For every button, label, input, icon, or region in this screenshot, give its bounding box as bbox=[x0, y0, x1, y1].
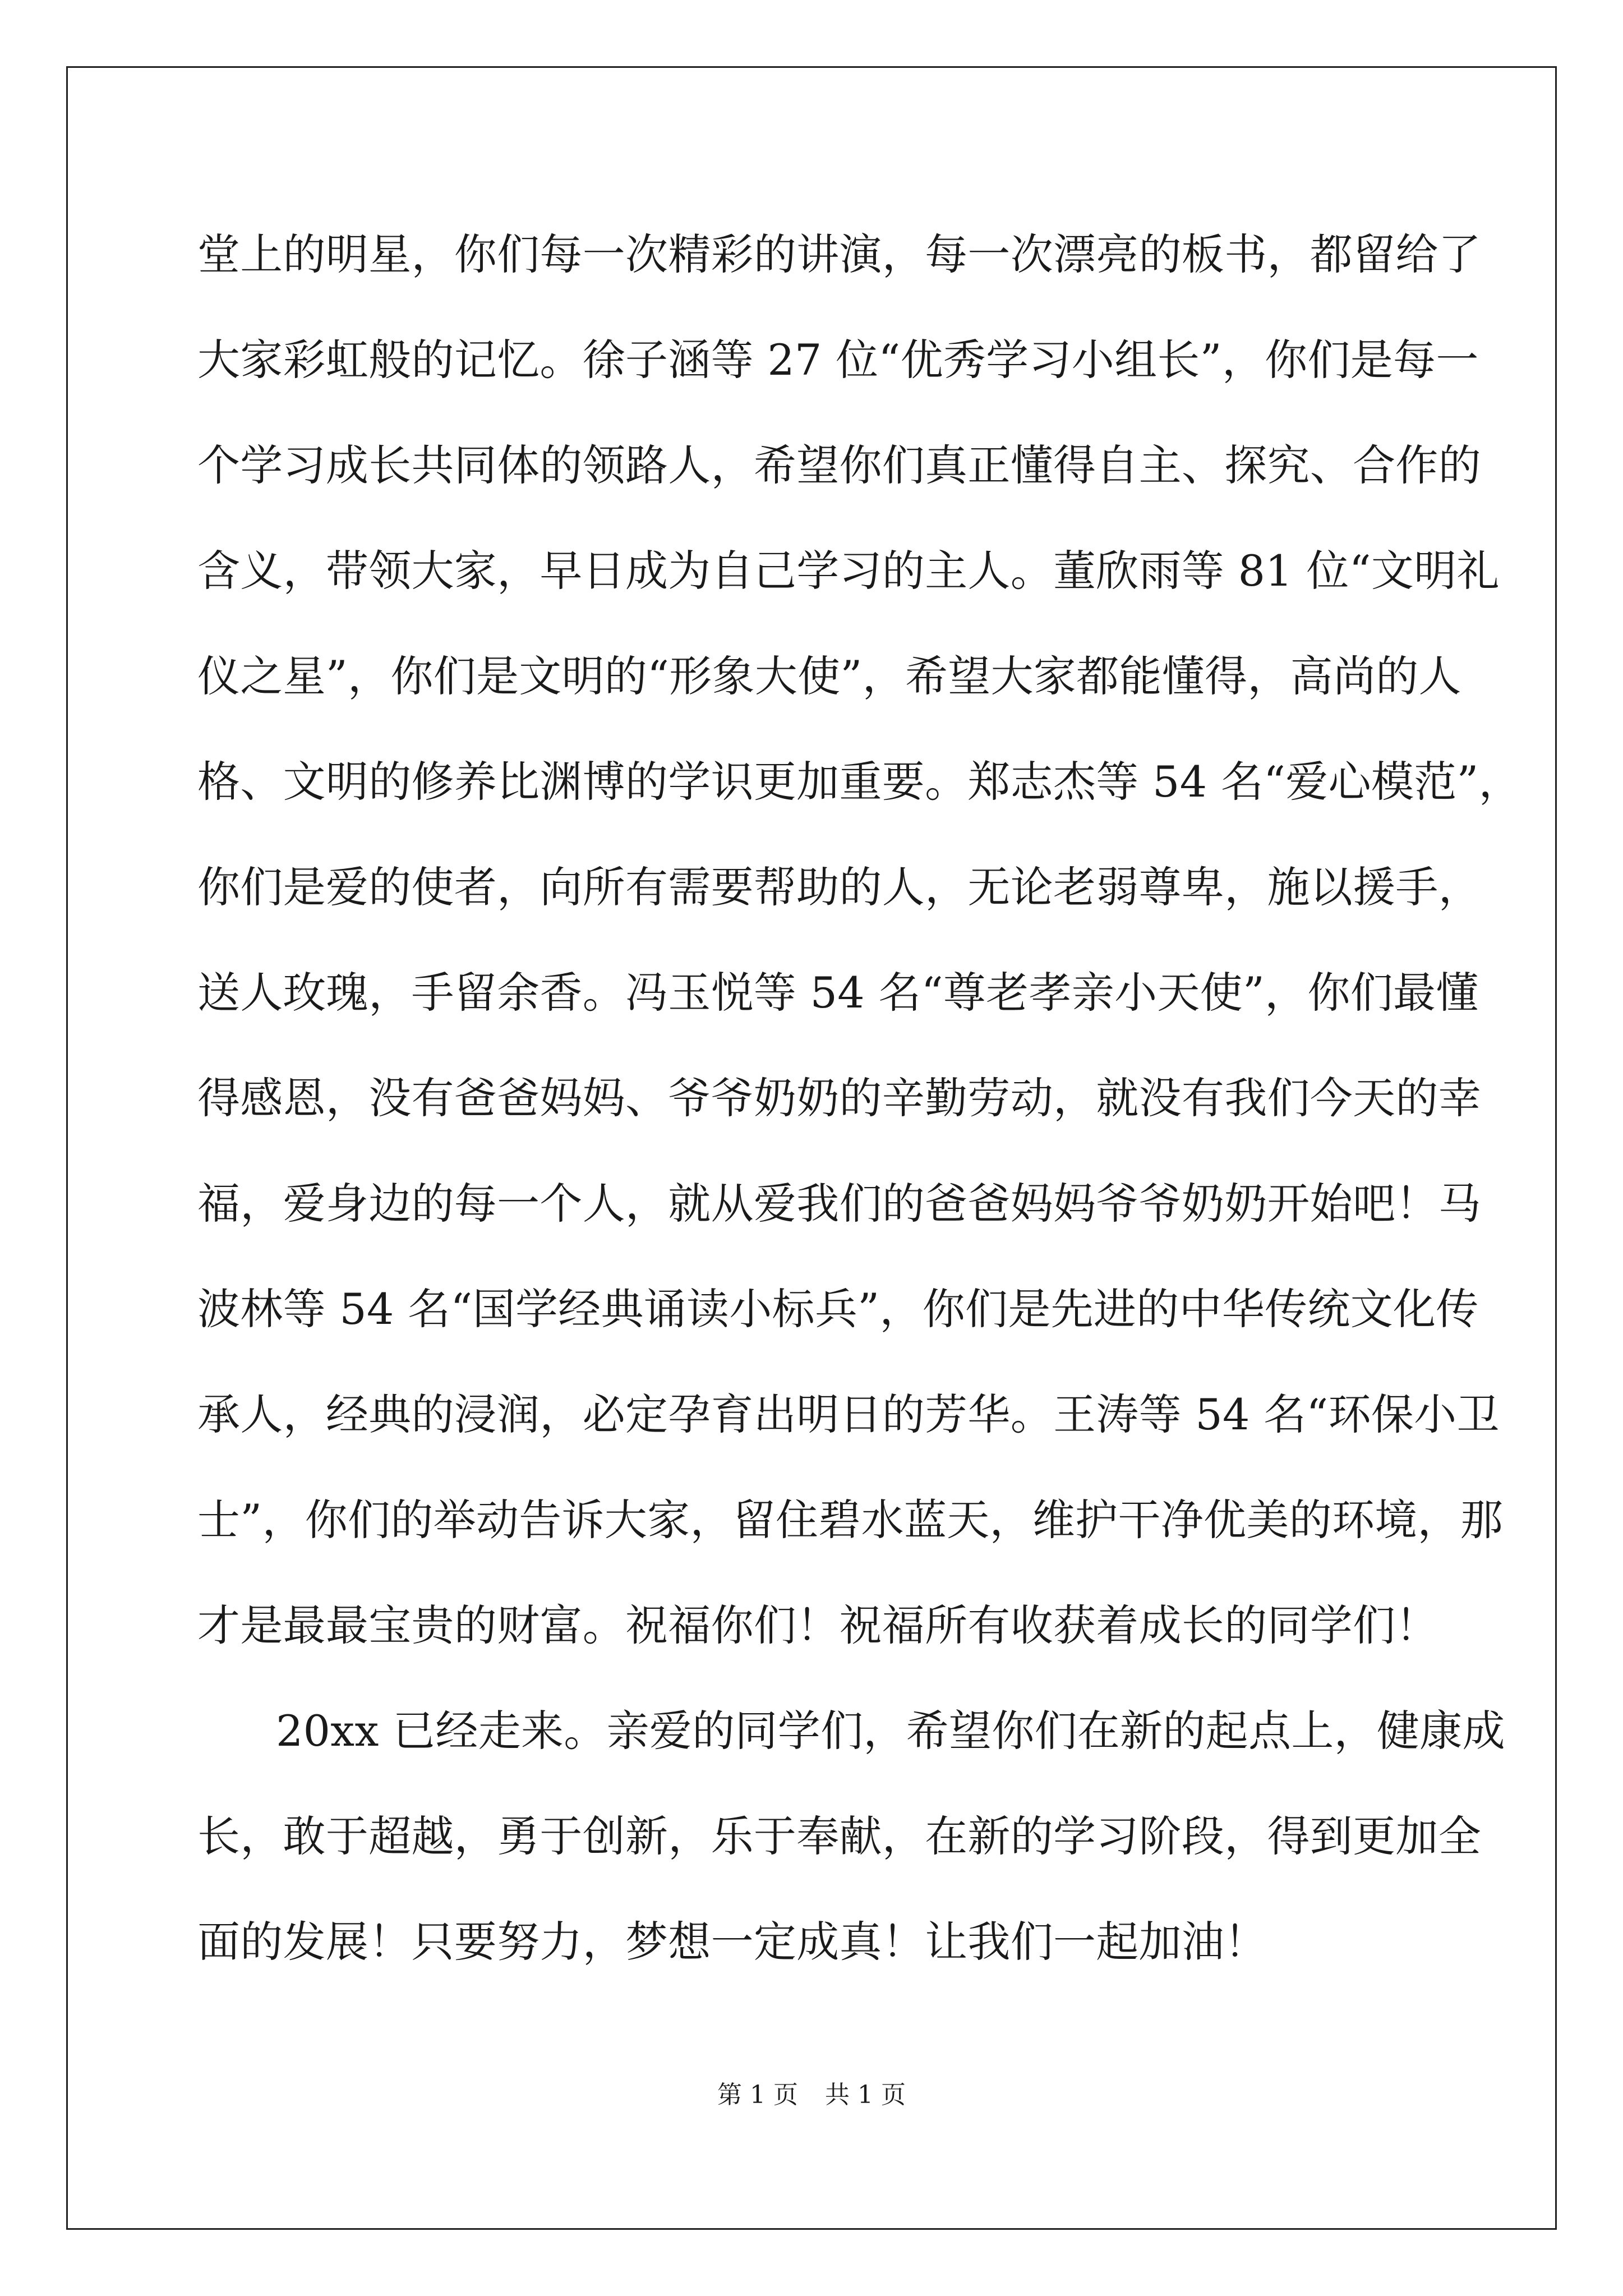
page-total: 共 1 页 bbox=[825, 2081, 906, 2109]
text-line: 大家彩虹般的记忆。徐子涵等 27 位“优秀学习小组长”，你们是每一 bbox=[197, 335, 1479, 385]
paragraph-start-line: 20xx 已经走来。亲爱的同学们，希望你们在新的起点上，健康成 bbox=[276, 1706, 1505, 1756]
document-body bbox=[197, 202, 1521, 1995]
text-line: 波林等 54 名“国学经典诵读小标兵”，你们是先进的中华传统文化传 bbox=[197, 1284, 1479, 1334]
text-line: 承人，经典的浸润，必定孕育出明日的芳华。王涛等 54 名“环保小卫 bbox=[197, 1389, 1500, 1439]
text-line: 才是最最宝贵的财富。祝福你们！祝福所有收获着成长的同学们！ bbox=[197, 1600, 1438, 1650]
text-line: 得感恩，没有爸爸妈妈、爷爷奶奶的辛勤劳动，就没有我们今天的幸 bbox=[197, 1073, 1481, 1123]
text-line: 你们是爱的使者，向所有需要帮助的人，无论老弱尊卑，施以援手， bbox=[197, 862, 1481, 912]
page-number: 第 1 页 bbox=[717, 2081, 798, 2109]
page-footer bbox=[0, 2078, 1623, 2112]
text-line: 个学习成长共同体的领路人，希望你们真正懂得自主、探究、合作的 bbox=[197, 440, 1481, 490]
text-line: 送人玫瑰，手留余香。冯玉悦等 54 名“尊老孝亲小天使”，你们最懂 bbox=[197, 968, 1479, 1018]
text-line: 含义，带领大家，早日成为自己学习的主人。董欣雨等 81 位“文明礼 bbox=[197, 546, 1500, 596]
text-line: 堂上的明星，你们每一次精彩的讲演，每一次漂亮的板书，都留给了 bbox=[197, 229, 1481, 279]
text-line: 仪之星”，你们是文明的“形象大使”，希望大家都能懂得，高尚的人 bbox=[197, 651, 1461, 701]
text-line: 面的发展！只要努力，梦想一定成真！让我们一起加油！ bbox=[197, 1917, 1267, 1967]
text-line: 福，爱身边的每一个人，就从爱我们的爸爸妈妈爷爷奶奶开始吧！马 bbox=[197, 1179, 1481, 1228]
text-line: 格、文明的修养比渊博的学识更加重要。郑志杰等 54 名“爱心模范”， bbox=[197, 757, 1521, 807]
text-line: 长，敢于超越，勇于创新，乐于奉献，在新的学习阶段，得到更加全 bbox=[197, 1811, 1481, 1861]
text-line: 士”，你们的举动告诉大家，留住碧水蓝天，维护干净优美的环境，那 bbox=[197, 1495, 1504, 1545]
